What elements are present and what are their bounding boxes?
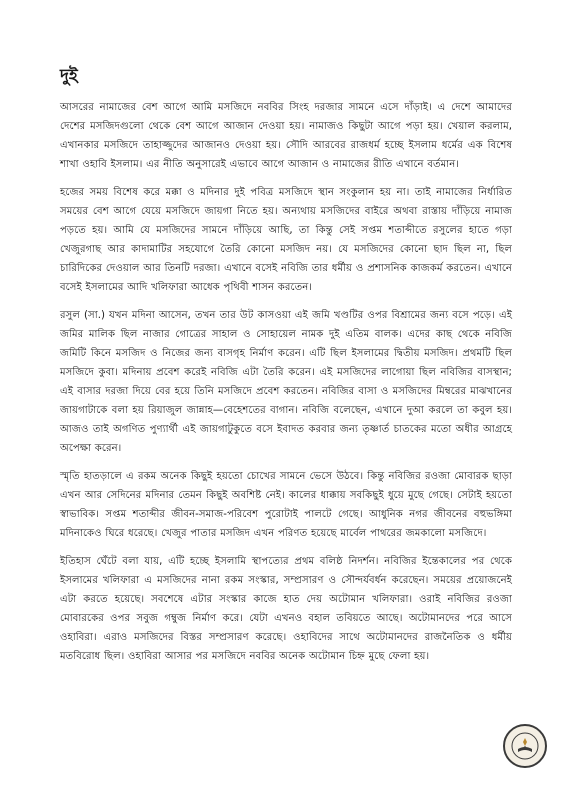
paragraph: রসুল (সা.) যখন মদিনা আসেন, তখন তার উট কাসওয়া এই জমি খণ্ডটির ওপর বিশ্রামের জন্য বসে পড়ে। এই জমির মালিক ছিল নাজার গোত্রের সাহাল ও সোহায়েল নামক দুই এতিম বালক। এদের কাছ থেকে নবিজি জমিটি কিনে মসজিদ ও নিজের জন্য বাসগৃহ নির্মাণ করেন। এটি ছিল ইসলামের দ্বিতীয় মসজিদ। প্রথমটি ছিল মসজিদে কুবা। মদিনায় প্রবেশ করেই নবিজি এটা তৈরি করেন। এই মসজিদের লাগোয়া ছিল নবিজির বাসস্থান; এই বাসার দরজা দিয়ে বের হয়ে তিনি মসজিদে প্রবেশ করতেন। নবিজির বাসা ও মসজিদের মিম্বরের মাঝখানের জায়গাটাকে বলা হয় রিয়াজুল জান্নাহ—বেহেশতের বাগান। নবিজি বলেছেন, এখানে দুআ করলে তা কবুল হয়। আজও তাই অগণিত পুণ্যার্থী এই জায়গাটুকুতে বসে ইবাদত করবার জন্য তৃষ্ণার্ত চাতকের মতো অধীর আগ্রহে অপেক্ষা করেন। — [60, 310, 512, 454]
chapter-title: দুই — [60, 66, 78, 86]
paragraph: ইতিহাস ঘেঁটে বলা যায়, এটি হচ্ছে ইসলামি স্থাপত্যের প্রথম বলিষ্ঠ নিদর্শন। নবিজির ইন্তেকালের পর থেকে ইসলামের খলিফারা এ মসজিদের নানা রকম সংস্কার, সম্প্রসারণ ও সৌন্দর্যবর্ধন করেছেন। সময়ের প্রয়োজনেই এটা করতে হয়েছে। সবশেষে এটার সংস্কার কাজে হাত দেয় অটোমান খলিফারা। ওরাই নবিজির রওজা মোবারকের ওপর সবুজ গম্বুজ নির্মাণ করে। যেটা এখনও বহাল তবিয়তে আছে। অটোমানদের পরে আসে ওহাবিরা। এরাও মসজিদের বিস্তর সম্প্রসারণ করেছে। ওহাবিদের সাথে অটোমানদের রাজনৈতিক ও ধর্মীয় মতবিরোধ ছিল। ওহাবিরা আসার পর মসজিদে নববির অনেক অটোমান চিহ্ন মুছে ফেলা হয়। — [60, 556, 512, 662]
book-emblem-icon — [503, 724, 547, 768]
paragraph: আসরের নামাজের বেশ আগে আমি মসজিদে নববির সিংহ দরজার সামনে এসে দাঁড়াই। এ দেশে আমাদের দেশের মসজিদগুলো থেকে বেশ আগে আজান দেওয়া হয়। নামাজও কিছুটা আগে পড়া হয়। খেয়াল করলাম, এখানকার মসজিদে তাহাজ্জুদের আজানও দেওয়া হয়। সৌদি আরবের রাজধর্ম হচ্ছে ইসলাম ধর্মের এক বিশেষ শাখা ওহাবি ইসলাম। এর নীতি অনুসারেই এভাবে আগে আজান ও নামাজের রীতি এখানে বর্তমান। — [60, 102, 513, 170]
book-emblem-graphic — [510, 731, 540, 761]
paragraph: হজের সময় বিশেষ করে মক্কা ও মদিনার দুই পবিত্র মসজিদে স্থান সংকুলান হয় না। তাই নামাজের নির্ধারিত সময়ের বেশ আগে যেয়ে মসজিদে জায়গা নিতে হয়। অন্যথায় মসজিদের বাইরে অথবা রাস্তায় দাঁড়িয়ে নামাজ পড়তে হয়। আমি যে মসজিদের সামনে দাঁড়িয়ে আছি, তা কিন্তু সেই সপ্তম শতাব্দীতে রসুলের হাতে গড়া খেজুরগাছ আর কাদামাটির সহযোগে তৈরি কোনো মসজিদ নয়। যে মসজিদের কোনো ছাদ ছিল না, ছিল চারিদিকের দেওয়াল আর তিনটি দরজা। এখানে বসেই নবিজি তার ধর্মীয় ও প্রশাসনিক কাজকর্ম করতেন। এখানে বসেই ইসলামের আদি খলিফারা আধেক পৃথিবী শাসন করতেন। — [60, 187, 512, 293]
page-body — [60, 66, 512, 675]
paragraph: স্মৃতি হাতড়ালে এ রকম অনেক কিছুই হয়তো চোখের সামনে ভেসে উঠবে। কিন্তু নবিজির রওজা মোবারক ছাড়া এখন আর সেদিনের মদিনার তেমন কিছুই অবশিষ্ট নেই। কালের ধাক্কায় সবকিছুই ধুয়ে মুছে গেছে। সেটাই হয়তো স্বাভাবিক। সপ্তম শতাব্দীর জীবন-সমাজ-পরিবেশ পুরোটাই পালটে গেছে। আধুনিক নগর জীবনের বহুভঙ্গিমা মদিনাকেও ঘিরে ধরেছে। খেজুর পাতার মসজিদ এখন পরিণত হয়েছে মার্বেল পাথরের জমকালো মসজিদে। — [60, 471, 512, 539]
